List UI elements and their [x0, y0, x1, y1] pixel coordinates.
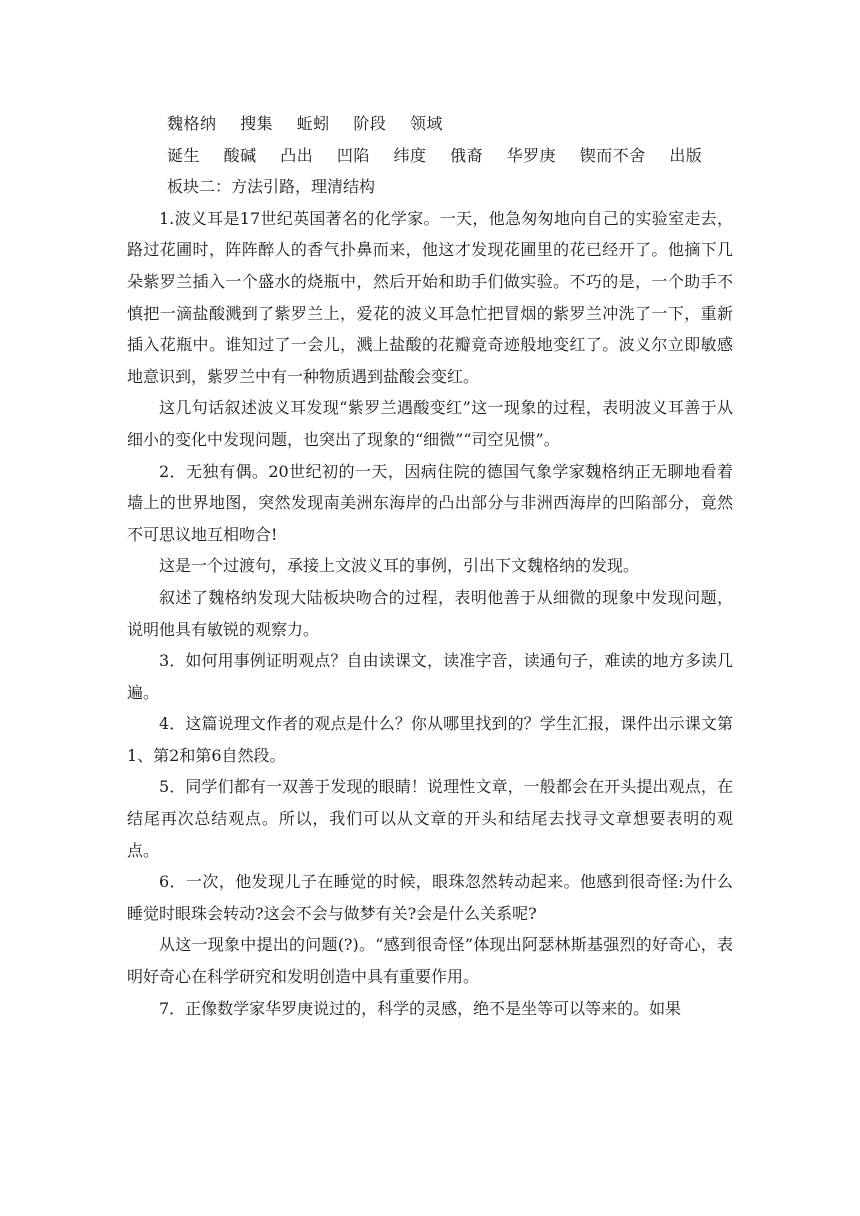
paragraph: 2．无独有偶。20世纪初的一天，因病住院的德国气象学家魏格纳正无聊地看着墙上的世界地图，突然发现南美洲东海岸的凸出部分与非洲西海岸的凹陷部分，竟然不可思议地互相吻合!: [127, 461, 733, 544]
vocab-row-2: [127, 140, 733, 172]
vocab-word: 酸碱: [223, 145, 257, 165]
vocab-word: 搜集: [240, 114, 274, 133]
paragraph: 1.波义耳是17世纪英国著名的化学家。一天，他急匆匆地向自己的实验室走去，路过花圃时，阵阵醉人的香气扑鼻而来，他这才发现花圃里的花已经开了。他摘下几朵紫罗兰插入一个盛水的烧瓶中，然后开始和助手们做实验。不巧的是，一个助手不慎把一滴盐酸溅到了紫罗兰上，爱花的波义耳急忙把冒烟的紫罗兰冲洗了一下，重新插入花瓶中。谁知过了一会儿，溅上盐酸的花瓣竟奇迹般地变红了。波义尔立即敏感地意识到，紫罗兰中有一种物质遇到盐酸会变红。: [127, 208, 733, 386]
vocab-word: 凸出: [280, 145, 314, 165]
paragraph: 5．同学们都有一双善于发现的眼睛！说理性文章，一般都会在开头提出观点，在结尾再次总结观点。所以，我们可以从文章的开头和结尾去找寻文章想要表明的观点。: [127, 777, 733, 860]
vocab-row-1: [127, 108, 733, 140]
document-body: [127, 108, 733, 1024]
paragraph: 7．正像数学家华罗庚说过的，科学的灵感，绝不是坐等可以等来的。如果: [159, 998, 682, 1018]
section-heading: 板块二：方法引路，理清结构: [167, 177, 376, 197]
vocab-word: 纬度: [393, 145, 427, 165]
paragraph: 这是一个过渡句，承接上文波义耳的事例，引出下文魏格纳的发现。: [159, 556, 640, 576]
vocab-word: 阶段: [353, 114, 387, 133]
paragraph: 4．这篇说理文作者的观点是什么？你从哪里找到的？学生汇报，课件出示课文第1、第2和第6自然段。: [127, 714, 733, 765]
vocab-word: 蚯蚓: [296, 114, 330, 133]
paragraph: 这几句话叙述波义耳发现“紫罗兰遇酸变红”这一现象的过程，表明波义耳善于从细小的变化中发现问题，也突出了现象的“细微”“司空见惯”。: [127, 398, 733, 449]
vocab-word: 华罗庚: [506, 145, 557, 165]
paragraph: 从这一现象中提出的问题(?)。“感到很奇怪”体现出阿瑟林斯基强烈的好奇心，表明好奇心在科学研究和发明创造中具有重要作用。: [127, 935, 733, 987]
vocab-word: 凹陷: [336, 145, 370, 165]
vocab-word: 锲而不舍: [579, 145, 646, 165]
paragraph: 6．一次，他发现儿子在睡觉的时候，眼珠忽然转动起来。他感到很奇怪:为什么睡觉时眼珠会转动?这会不会与做梦有关?会是什么关系呢?: [127, 872, 733, 923]
paragraph: 叙述了魏格纳发现大陆板块吻合的过程，表明他善于从细微的现象中发现问题，说明他具有敏锐的观察力。: [127, 587, 733, 639]
vocab-word: 俄裔: [450, 145, 484, 165]
vocab-word: 诞生: [167, 145, 201, 165]
vocab-word: 领域: [409, 114, 443, 133]
vocab-word: 魏格纳: [167, 114, 217, 133]
paragraph: 3．如何用事例证明观点？自由读课文，读准字音，读通句子，难读的地方多读几遍。: [127, 651, 733, 702]
vocab-word: 出版: [669, 145, 703, 165]
